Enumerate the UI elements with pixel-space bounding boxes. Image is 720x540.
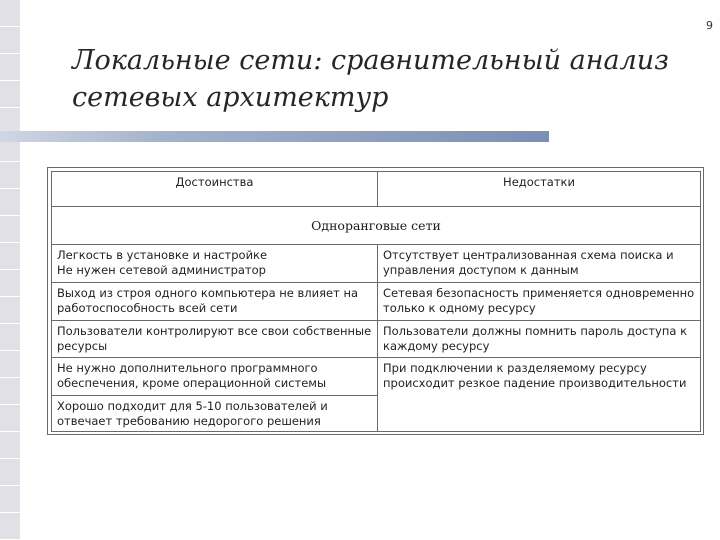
left-decorative-strip bbox=[0, 0, 20, 540]
section-title: Одноранговые сети bbox=[52, 207, 701, 245]
advantage-cell: Хорошо подходит для 5-10 пользователей и отвечает требованию недорогого решения bbox=[52, 396, 378, 432]
title-line-2: сетевых архитектур bbox=[72, 82, 389, 113]
table-row bbox=[52, 358, 701, 396]
header-disadvantages: Недостатки bbox=[378, 172, 701, 207]
section-row bbox=[52, 207, 701, 245]
title-line-1: Локальные сети: сравнительный анализ bbox=[72, 45, 669, 76]
disadvantage-cell: При подключении к разделяемому ресурсу происходит резкое падение производительности bbox=[378, 358, 701, 396]
advantage-cell: Легкость в установке и настройке Не нужен сетевой администратор bbox=[52, 245, 378, 283]
advantage-cell: Выход из строя одного компьютера не влияет на работоспособность всей сети bbox=[52, 283, 378, 321]
slide-title bbox=[72, 42, 692, 116]
empty-cell bbox=[378, 396, 701, 432]
disadvantage-cell: Отсутствует централизованная схема поиска и управления доступом к данным bbox=[378, 245, 701, 283]
table-row bbox=[52, 321, 701, 358]
title-underline-bar bbox=[0, 131, 549, 142]
disadvantage-cell: Пользователи должны помнить пароль доступа к каждому ресурсу bbox=[378, 321, 701, 358]
table-row bbox=[52, 245, 701, 283]
header-advantages: Достоинства bbox=[52, 172, 378, 207]
page-number: 9 bbox=[706, 19, 713, 32]
disadvantage-cell: Сетевая безопасность применяется одновременно только к одному ресурсу bbox=[378, 283, 701, 321]
table-header-row bbox=[52, 172, 701, 207]
advantage-cell: Пользователи контролируют все свои собственные ресурсы bbox=[52, 321, 378, 358]
table-row bbox=[52, 396, 701, 432]
advantage-cell: Не нужно дополнительного программного обеспечения, кроме операционной системы bbox=[52, 358, 378, 396]
comparison-table bbox=[51, 171, 701, 432]
table-row bbox=[52, 283, 701, 321]
